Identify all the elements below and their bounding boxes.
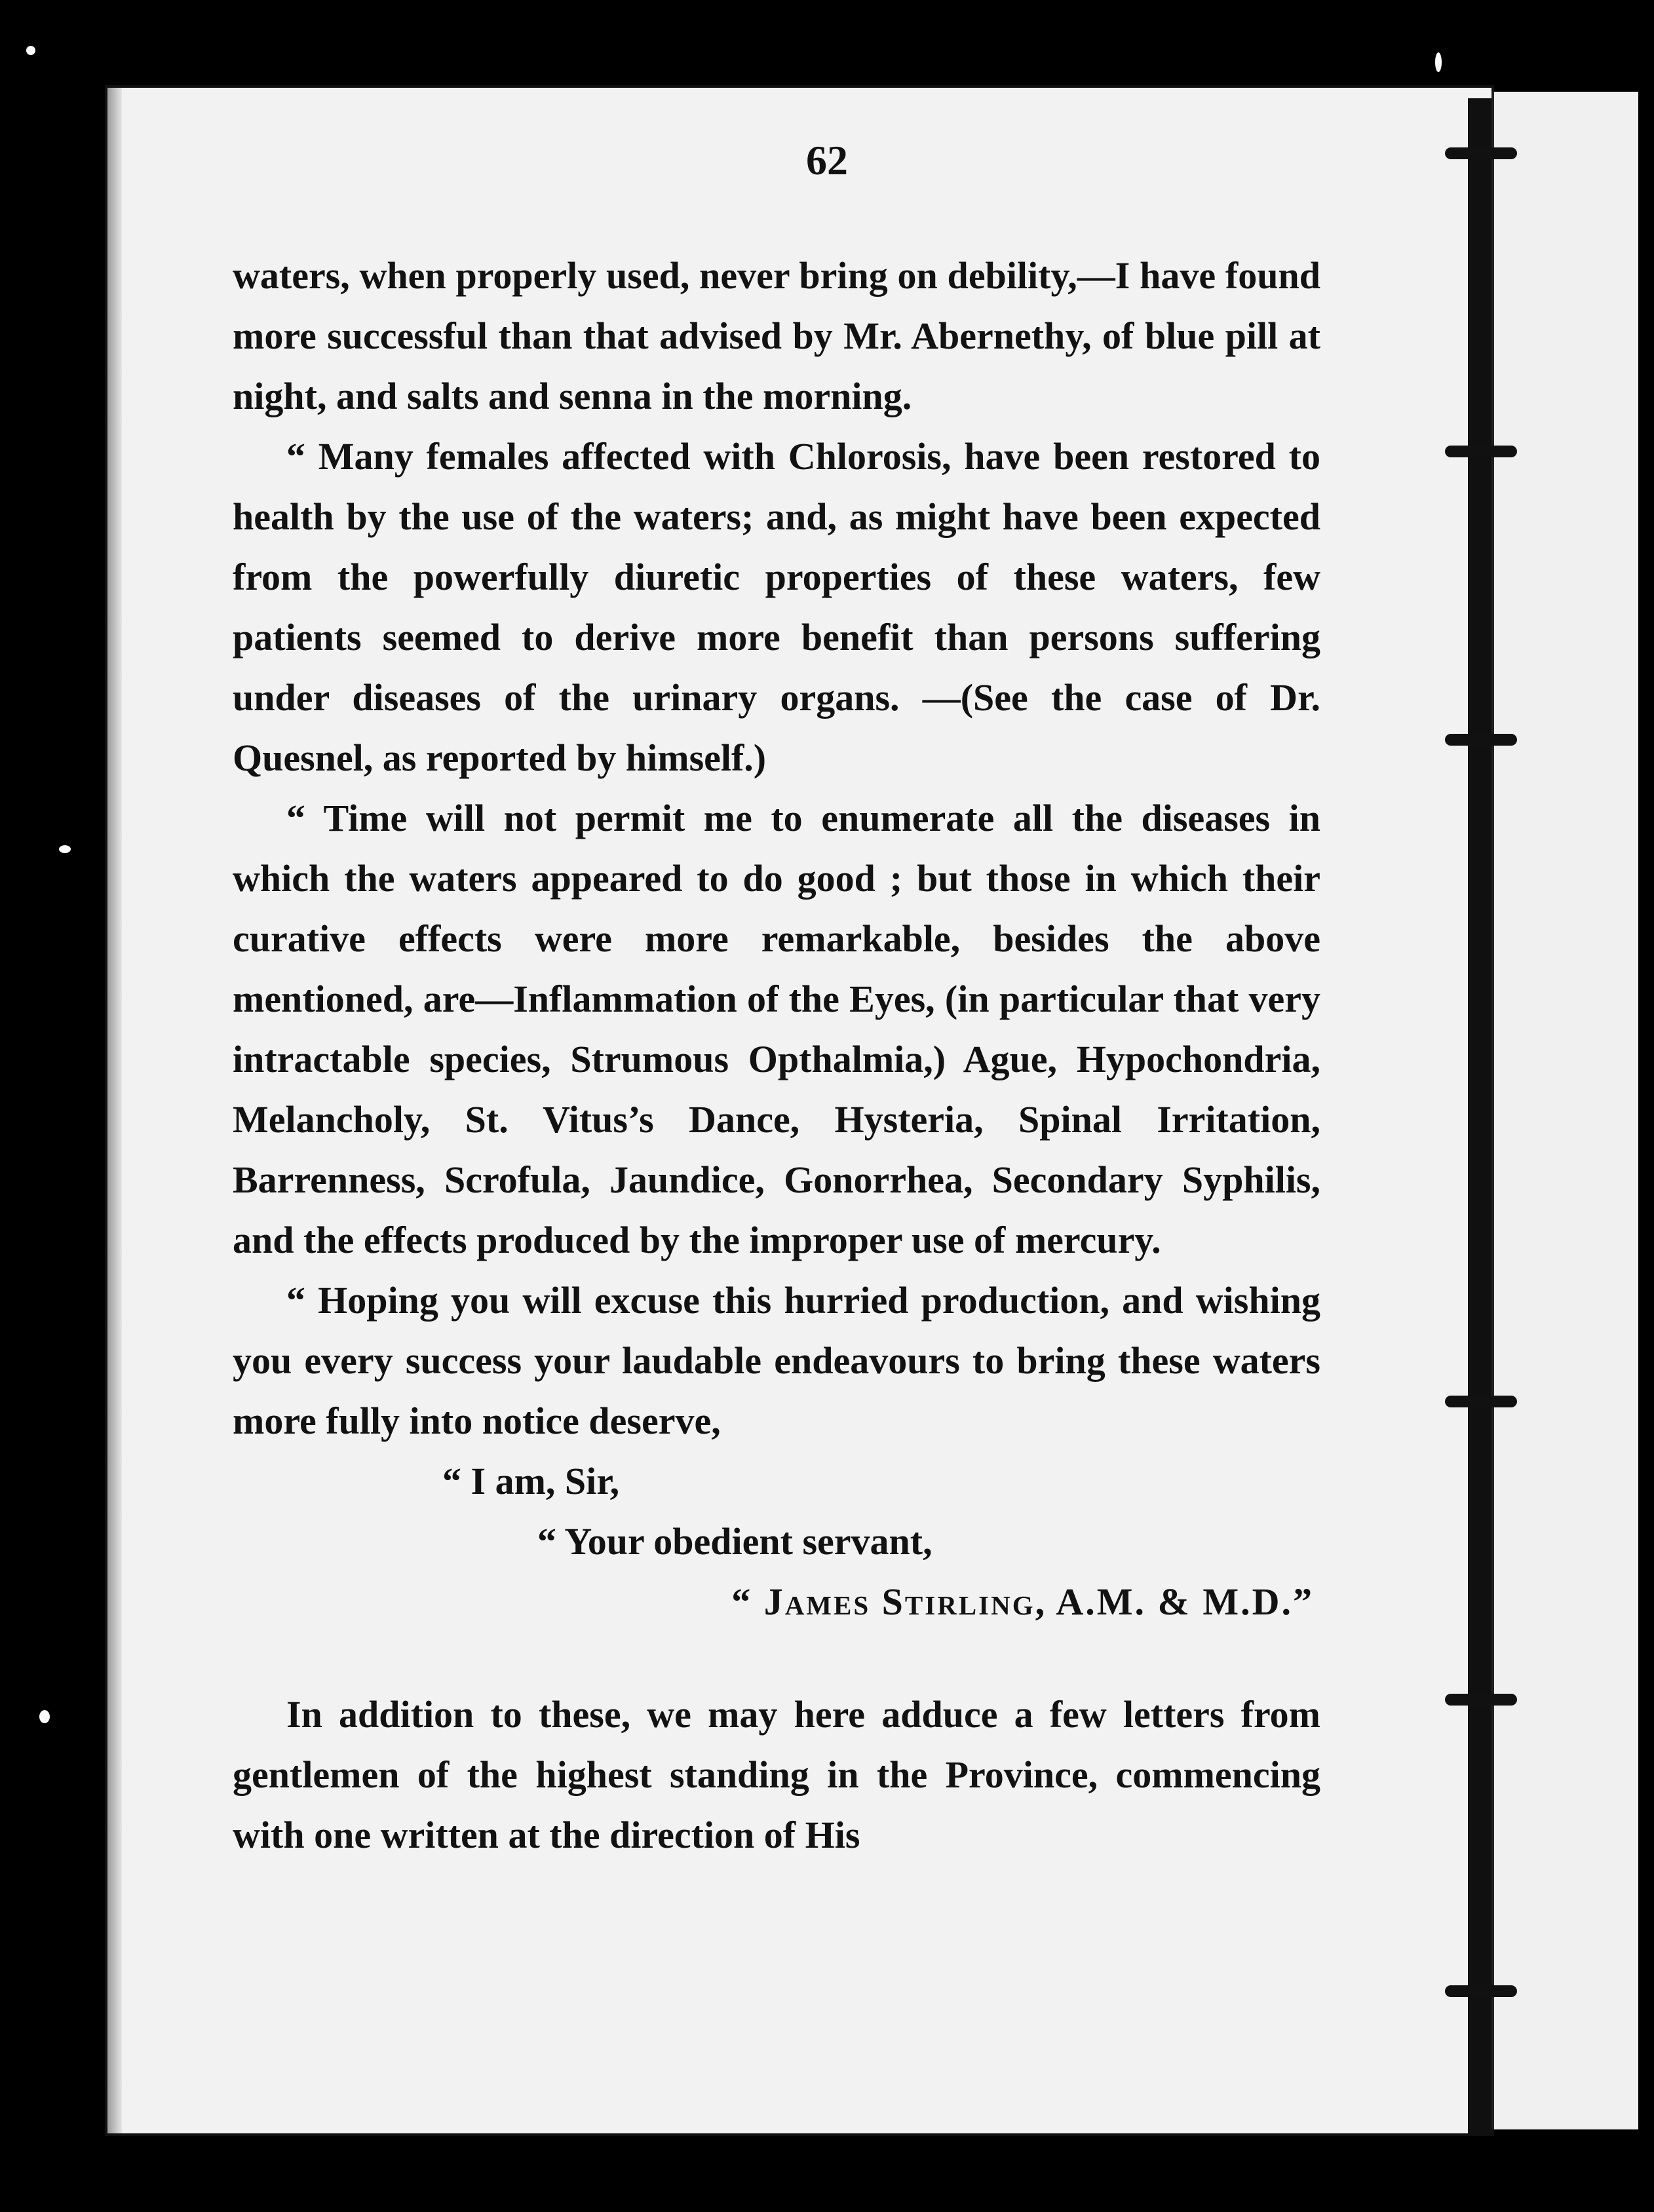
binding-spine [1468, 98, 1491, 2136]
paragraph: waters, when properly used, never bring on debility,—I have found more successful than that advised by Mr. Abernethy, of blue pill at night, and salts and senna in the morning. [233, 254, 1320, 417]
paragraph: “ Hoping you will excuse this hurried production, and wishing you every success your laudable endeavours to bring these waters more fully into notice deserve, [233, 1279, 1320, 1442]
scan-speck [59, 845, 71, 853]
binding-stitch [1445, 1396, 1517, 1407]
scan-speck [26, 46, 35, 55]
binding-stitch [1445, 1694, 1517, 1706]
binding-stitch [1445, 1985, 1517, 1997]
paragraph: In addition to these, we may here adduce a few letters from gentlemen of the highest standing in the Province, commencing with one written at the direction of His [233, 1693, 1320, 1856]
closing-salutation: “ I am, Sir, [442, 1460, 620, 1502]
page-number: 62 [806, 137, 848, 183]
page-body [233, 246, 1320, 1865]
scan-speck [39, 1710, 50, 1723]
scan-speck [1435, 52, 1442, 72]
paragraph: “ Time will not permit me to enumerate all the diseases in which the waters appeared to do good ; but those in which their curative effects were more remarkable, besides the above mentioned, are—Inflammation of the Eyes, (in particular that very intractable species, Strumous Opthalmia,) Ague, Hypochondria, Melancholy, St. Vitus’s Dance, Hysteria, Spinal Irritation, Barrenness, Scrofula, Jaundice, Gonorrhea, Secondary Syphilis, and the effects produced by the improper use of mercury. [233, 797, 1320, 1261]
binding-stitch [1445, 446, 1517, 457]
adjacent-page-strip [1491, 92, 1638, 2129]
signature: “ James Stirling, A.M. & M.D.” [731, 1580, 1314, 1623]
paragraph: “ Many females affected with Chlorosis, have been restored to health by the use of the waters; and, as might have been expected from the powerfully diuretic properties of these waters, few patients seemed to derive more benefit than persons suffering under diseases of the urinary organs. —(See the case of Dr. Quesnel, as reported by himself.) [233, 435, 1320, 779]
binding-stitch [1445, 734, 1517, 746]
page-edge-shadow [107, 88, 122, 2133]
section-gap [233, 1632, 1320, 1685]
closing-valediction: “ Your obedient servant, [537, 1520, 933, 1563]
